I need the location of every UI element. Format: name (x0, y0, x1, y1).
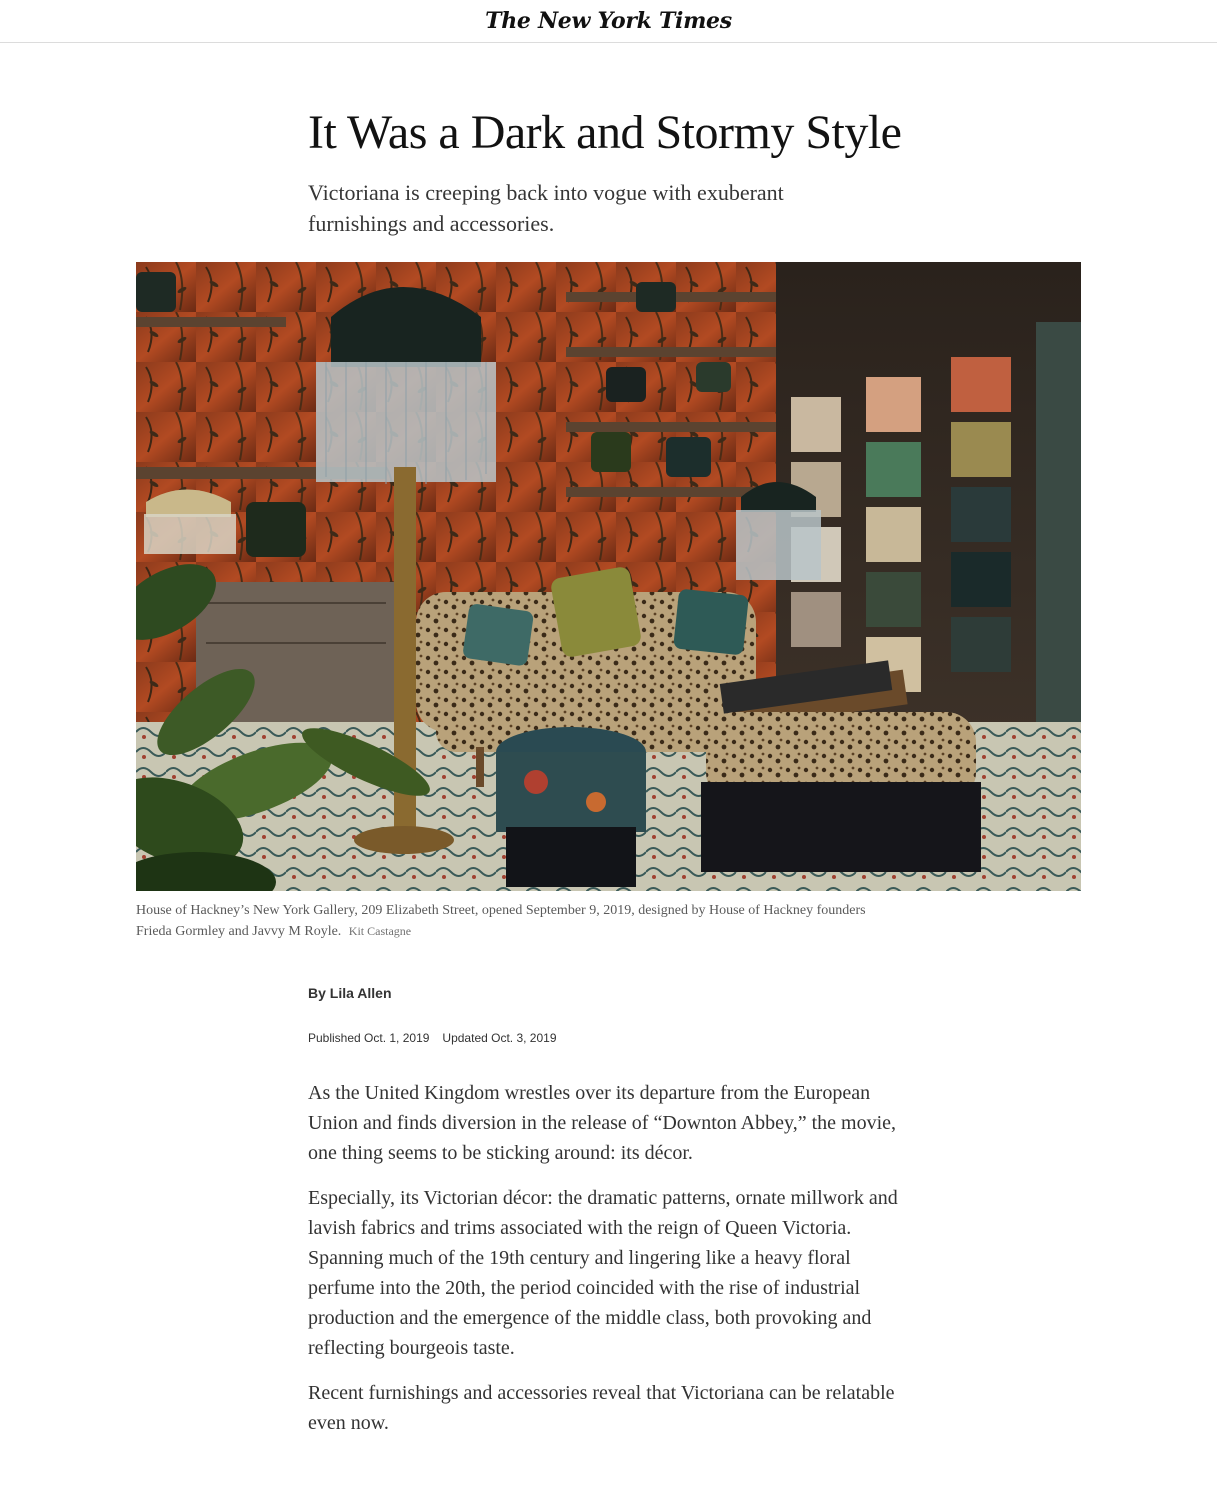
tiger-pillow (550, 566, 643, 659)
byline: By Lila Allen (308, 985, 392, 1001)
fringed-lamp-left (144, 490, 236, 555)
caption-text: House of Hackney’s New York Gallery, 209 Elizabeth Street, opened September 9, 2019, designed by House of Hackney founders Frieda Gormley and Javvy M Royle. (136, 903, 866, 939)
article-headline: It Was a Dark and Stormy Style (308, 106, 902, 159)
floral-stool (496, 727, 646, 887)
image-caption (136, 901, 866, 942)
leopard-ottoman (701, 712, 981, 872)
nyt-logo[interactable]: The New York Times (485, 8, 732, 34)
interior-photo (136, 262, 1081, 891)
hero-image (136, 262, 1081, 891)
article-summary: Victoriana is creeping back into vogue with exuberant furnishings and accessories. (308, 180, 784, 236)
fringed-lamp-small (736, 482, 821, 580)
site-header (0, 0, 1217, 43)
dateline (308, 1031, 557, 1045)
updated-date: Updated Oct. 3, 2019 (442, 1031, 557, 1045)
paragraph: As the United Kingdom wrestles over its departure from the European Union and finds diversion in the release of “Downton Abbey,” the movie, one thing seems to be sticking around: its décor. (308, 1082, 897, 1164)
story-body (308, 1078, 918, 1453)
published-date: Published Oct. 1, 2019 (308, 1031, 430, 1045)
photo-credit: Kit Castagne (348, 924, 412, 938)
paragraph: Recent furnishings and accessories reveal that Victoriana can be relatable even now. (308, 1382, 895, 1434)
paragraph: Especially, its Victorian décor: the dramatic patterns, ornate millwork and lavish fabrics and trims associated with the reign of Queen Victoria. Spanning much of the 19th century and lingering like a heavy floral perfume into the 20th, the period coincided with the rise of industrial production and the emergence of the middle class, both provoking and reflecting bourgeois taste. (308, 1187, 898, 1359)
